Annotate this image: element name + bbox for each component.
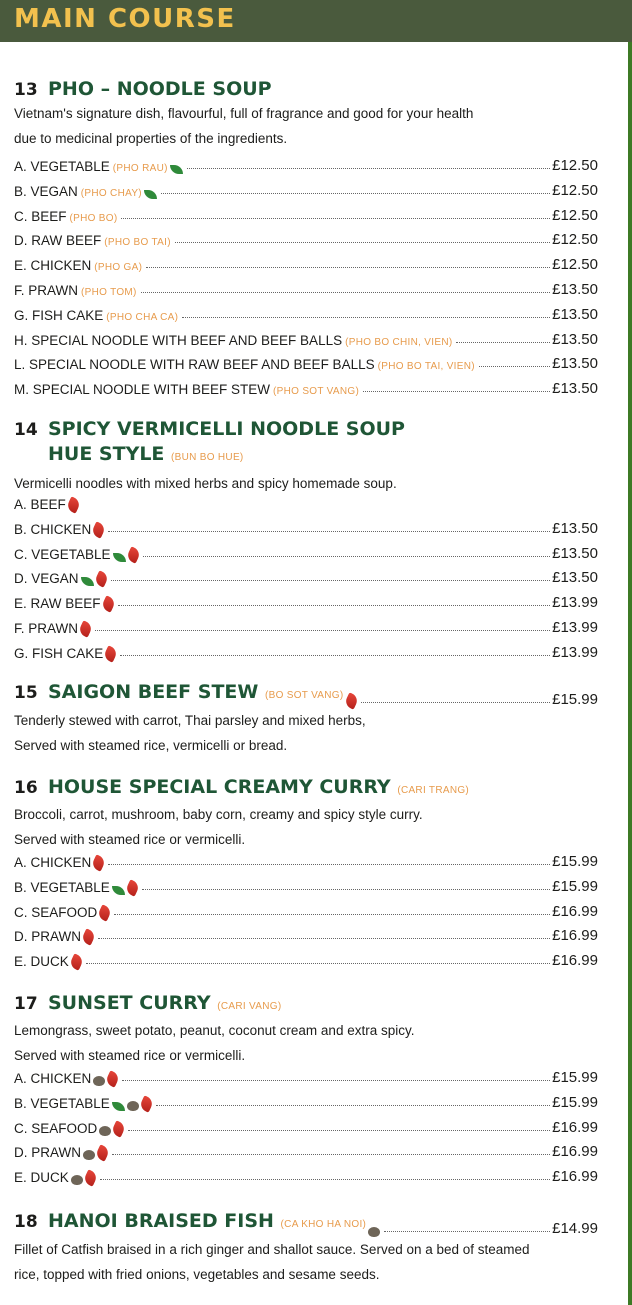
page-title: MAIN COURSE	[14, 4, 236, 34]
section-name: SPICY VERMICELLI NOODLE SOUP	[48, 418, 405, 440]
section-description-block	[14, 1238, 530, 1287]
item-price: £12.50	[552, 256, 598, 274]
section-viet-name: (CARI VANG)	[217, 1001, 282, 1012]
chili-icon	[81, 929, 97, 946]
leader-dots	[182, 316, 550, 318]
leader-dots	[363, 390, 550, 392]
section-title-line2	[14, 442, 405, 470]
menu-item[interactable]	[14, 641, 598, 661]
item-label: D. VEGAN	[14, 571, 79, 587]
item-label: C. BEEF	[14, 208, 67, 224]
item-label: E. CHICKEN	[14, 258, 92, 274]
item-label: G. FISH CAKE	[14, 307, 104, 323]
menu-item[interactable]	[14, 228, 598, 248]
item-price: £13.50	[552, 380, 598, 398]
chili-icon	[97, 904, 113, 921]
item-label: C. SEAFOOD	[14, 1120, 98, 1136]
item-label: G. FISH CAKE	[14, 645, 104, 661]
menu-item[interactable]	[14, 328, 598, 348]
leader-dots	[114, 913, 550, 915]
item-label: B. VEGAN	[14, 183, 78, 199]
section-name: HOUSE SPECIAL CREAMY CURRY	[48, 776, 391, 798]
chili-icon	[111, 1120, 127, 1137]
leader-dots	[142, 888, 550, 890]
leader-dots	[112, 1153, 550, 1155]
nut-icon	[83, 1150, 95, 1160]
nut-icon	[99, 1126, 111, 1136]
leaf-icon	[112, 886, 125, 895]
section-description: Broccoli, carrot, mushroom, baby corn, creamy and spicy style curry.	[14, 807, 423, 822]
leader-dots	[128, 1129, 550, 1131]
menu-item[interactable]	[14, 542, 598, 562]
item-label: A. VEGETABLE	[14, 159, 110, 174]
item-price: £12.50	[552, 231, 598, 249]
leader-dots	[156, 1104, 550, 1106]
item-price: £13.50	[552, 305, 598, 323]
item-label: E. DUCK	[14, 1170, 69, 1186]
item-price: £16.99	[552, 1168, 598, 1186]
leader-dots	[143, 555, 551, 557]
leader-dots	[111, 579, 551, 581]
leader-dots	[122, 1079, 550, 1081]
menu-item[interactable]	[14, 1165, 598, 1185]
chili-icon	[82, 1170, 98, 1187]
item-price: £13.50	[552, 569, 598, 587]
menu-item[interactable]	[14, 154, 598, 174]
menu-item[interactable]	[14, 303, 598, 323]
section-description-block	[14, 709, 366, 758]
item-price: £16.99	[552, 927, 598, 945]
section-title	[14, 680, 344, 708]
item-viet-name: (PHO RAU)	[112, 163, 168, 174]
menu-item[interactable]	[14, 949, 598, 969]
section-description: Served with steamed rice or vermicelli.	[14, 1047, 246, 1063]
section-description: Vermicelli noodles with mixed herbs and spicy homemade soup.	[14, 476, 397, 491]
menu-item[interactable]	[14, 875, 598, 895]
section-bun-bo-hue	[14, 417, 405, 497]
item-price: £16.99	[552, 902, 598, 920]
item-price: £14.99	[552, 1220, 598, 1237]
section-title	[14, 991, 414, 1019]
leaf-icon	[170, 165, 183, 174]
section-number: 13	[14, 80, 38, 100]
chili-icon	[91, 854, 107, 871]
section-viet-name: (BUN BO HUE)	[171, 452, 244, 463]
leader-dots	[175, 241, 550, 243]
menu-item[interactable]	[14, 850, 598, 870]
section-name: SUNSET CURRY	[48, 992, 211, 1014]
item-viet-name: (PHO BO CHIN, VIEN)	[345, 336, 453, 348]
section-viet-name: (BO SOT VANG)	[264, 690, 344, 701]
chili-icon	[138, 1095, 154, 1112]
menu-item[interactable]	[14, 1116, 598, 1136]
side-accent-strip	[628, 42, 632, 1305]
section-title	[14, 417, 405, 442]
item-price: £16.99	[552, 1118, 598, 1136]
item-price: £13.50	[552, 281, 598, 298]
item-viet-name: (PHO BO)	[69, 212, 118, 224]
section-description: Served with steamed rice, vermicelli or bread.	[14, 737, 288, 753]
item-price: £13.50	[552, 330, 598, 348]
item-price: £15.99	[552, 691, 598, 708]
item-price: £16.99	[552, 1143, 598, 1161]
leader-dots	[161, 192, 550, 194]
leader-dots	[146, 266, 550, 268]
menu-item[interactable]	[14, 924, 598, 944]
item-price: £13.50	[552, 544, 598, 562]
section-title	[14, 775, 469, 803]
item-viet-name: (PHO CHA CA)	[106, 311, 179, 323]
leader-dots	[479, 365, 550, 367]
menu-item[interactable]	[14, 377, 598, 397]
nut-icon	[71, 1175, 83, 1185]
chili-icon	[124, 879, 140, 896]
item-viet-name: (PHO BO TAI, VIEN)	[377, 361, 475, 373]
nut-icon	[127, 1101, 139, 1111]
item-price: £13.99	[552, 594, 598, 612]
leader-dots	[456, 341, 550, 343]
menu-item[interactable]	[14, 900, 598, 920]
item-price: £13.99	[552, 619, 598, 636]
leader-dots	[187, 167, 550, 169]
chili-icon	[68, 954, 84, 971]
section-description: Lemongrass, sweet potato, peanut, coconut cream and extra spicy.	[14, 1023, 415, 1038]
chili-icon	[78, 620, 94, 637]
section-title	[14, 77, 473, 102]
leader-dots	[121, 217, 550, 219]
chili-icon	[100, 596, 116, 613]
menu-item[interactable]	[14, 204, 598, 224]
item-viet-name: (PHO TOM)	[81, 287, 137, 298]
item-price: £15.99	[552, 1069, 598, 1086]
section-description: Fillet of Catfish braised in a rich ginger and shallot sauce. Served on a bed of steamed	[14, 1242, 530, 1257]
item-price: £12.50	[552, 181, 598, 199]
item-label: B. VEGETABLE	[14, 879, 110, 895]
leader-dots	[108, 863, 550, 865]
nut-icon	[93, 1076, 105, 1086]
item-price: £12.50	[552, 157, 598, 174]
chili-icon	[105, 1070, 121, 1087]
section-viet-name: (CARI TRANG)	[397, 785, 470, 796]
menu-item[interactable]	[14, 278, 598, 298]
section-creamy-curry	[14, 775, 469, 852]
item-price: £15.99	[552, 1093, 598, 1111]
item-label: F. PRAWN	[14, 621, 78, 636]
leader-dots	[86, 962, 550, 964]
leaf-icon	[144, 190, 157, 199]
section-description: rice, topped with fried onions, vegetables and sesame seeds.	[14, 1266, 380, 1282]
item-label: D. PRAWN	[14, 1145, 81, 1161]
menu-item[interactable]	[14, 616, 598, 636]
item-price: £16.99	[552, 952, 598, 970]
section-name: HANOI BRAISED FISH	[48, 1210, 274, 1232]
section-name: SAIGON BEEF STEW	[48, 681, 259, 703]
section-number: 16	[14, 778, 38, 798]
item-label: E. RAW BEEF	[14, 596, 101, 612]
menu-item[interactable]	[14, 179, 598, 199]
chili-icon	[343, 692, 359, 709]
item-label: F. PRAWN	[14, 283, 78, 298]
item-label: H. SPECIAL NOODLE WITH BEEF AND BEEF BALLS	[14, 332, 343, 348]
item-price: £13.99	[552, 643, 598, 661]
leaf-icon	[81, 577, 94, 586]
leaf-icon	[112, 1102, 125, 1111]
section-sunset-curry	[14, 991, 414, 1068]
section-description: due to medicinal properties of the ingredients.	[14, 130, 288, 146]
item-viet-name: (PHO BO TAI)	[104, 237, 171, 249]
section-viet-name: (CA KHO HA NOI)	[280, 1219, 367, 1230]
section-hanoi-braised-fish[interactable]	[14, 1211, 598, 1237]
leader-dots	[98, 937, 550, 939]
menu-item[interactable]	[14, 492, 598, 512]
chili-icon	[91, 521, 107, 538]
item-viet-name: (PHO CHAY)	[80, 187, 142, 199]
section-number: 17	[14, 994, 38, 1014]
leader-dots	[95, 629, 550, 631]
chili-icon	[103, 645, 119, 662]
section-description: Vietnam's signature dish, flavourful, full of fragrance and good for your health	[14, 106, 474, 121]
nut-icon	[368, 1227, 380, 1237]
section-title	[14, 1209, 366, 1237]
item-label: B. CHICKEN	[14, 521, 92, 537]
leader-dots	[100, 1178, 550, 1180]
menu-item[interactable]	[14, 1091, 598, 1111]
menu-item[interactable]	[14, 566, 598, 586]
section-number: 14	[14, 420, 38, 440]
section-number: 18	[14, 1212, 38, 1232]
item-label: A. BEEF	[14, 497, 66, 512]
section-saigon-beef-stew[interactable]	[14, 682, 598, 708]
leader-dots	[361, 701, 551, 703]
item-viet-name: (PHO SOT VANG)	[273, 386, 360, 398]
item-price: £12.50	[552, 206, 598, 224]
item-label: M. SPECIAL NOODLE WITH BEEF STEW	[14, 382, 271, 398]
leaf-icon	[113, 553, 126, 562]
section-name: PHO – NOODLE SOUP	[48, 78, 272, 100]
leader-dots	[141, 291, 550, 293]
menu-item[interactable]	[14, 591, 598, 611]
leader-dots	[120, 654, 550, 656]
leader-dots	[108, 530, 550, 532]
item-label: L. SPECIAL NOODLE WITH RAW BEEF AND BEEF BALLS	[14, 357, 375, 373]
leader-dots	[384, 1230, 550, 1232]
item-label: D. PRAWN	[14, 929, 81, 945]
menu-item[interactable]	[14, 517, 598, 537]
item-price: £15.99	[552, 853, 598, 870]
item-price: £15.99	[552, 877, 598, 895]
menu-header	[0, 0, 632, 42]
item-label: C. VEGETABLE	[14, 546, 111, 562]
menu-item[interactable]	[14, 352, 598, 372]
menu-item[interactable]	[14, 1140, 598, 1160]
section-number: 15	[14, 683, 38, 703]
item-viet-name: (PHO GA)	[94, 262, 143, 274]
item-price: £13.50	[552, 519, 598, 537]
chili-icon	[125, 546, 141, 563]
menu-item[interactable]	[14, 1066, 598, 1086]
item-label: B. VEGETABLE	[14, 1095, 110, 1111]
item-label: D. RAW BEEF	[14, 233, 102, 249]
chili-icon	[65, 496, 81, 513]
chili-icon	[93, 571, 109, 588]
section-pho	[14, 77, 473, 151]
section-description: Served with steamed rice or vermicelli.	[14, 831, 246, 847]
chili-icon	[95, 1145, 111, 1162]
item-label: E. DUCK	[14, 954, 69, 970]
leader-dots	[118, 604, 551, 606]
item-label: A. CHICKEN	[14, 855, 92, 870]
item-label: C. SEAFOOD	[14, 904, 98, 920]
item-price: £13.50	[552, 355, 598, 373]
section-name-line2: HUE STYLE	[48, 443, 165, 465]
menu-item[interactable]	[14, 253, 598, 273]
section-description: Tenderly stewed with carrot, Thai parsley and mixed herbs,	[14, 713, 366, 728]
item-label: A. CHICKEN	[14, 1071, 92, 1086]
